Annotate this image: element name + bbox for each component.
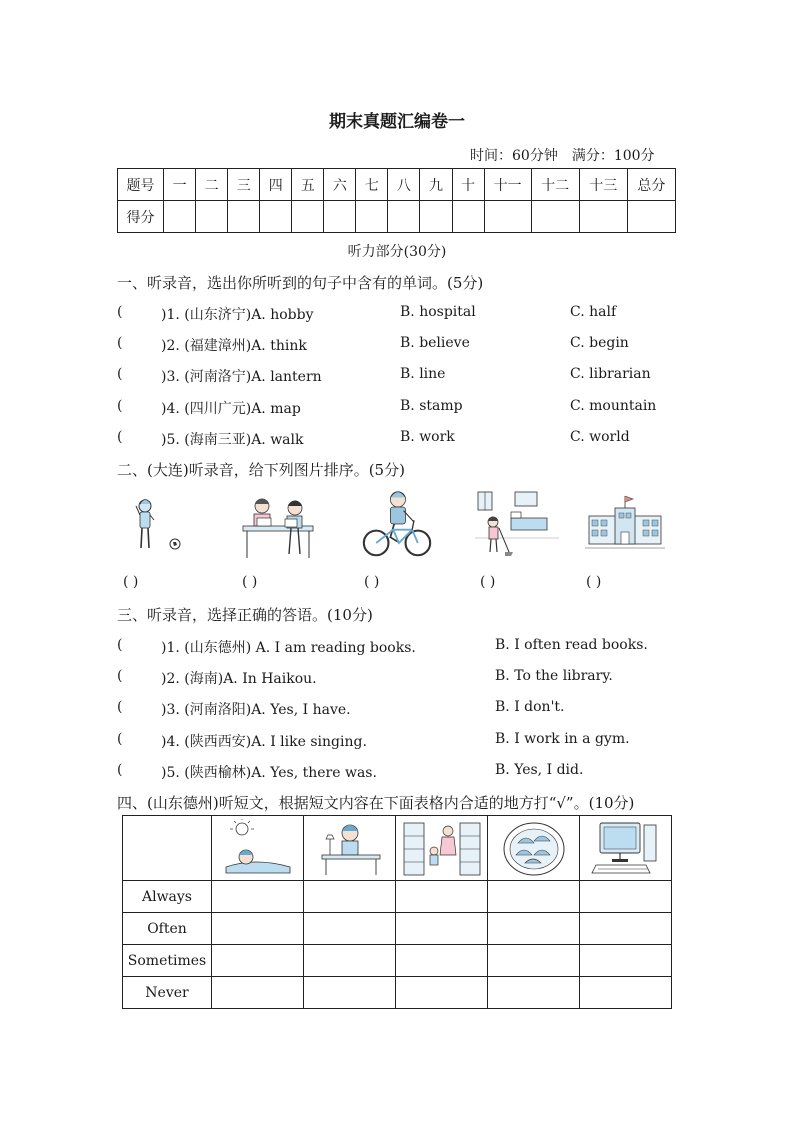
frequency-label: Sometimes <box>123 945 212 977</box>
score-input-cell[interactable] <box>452 201 484 233</box>
check-cell[interactable] <box>304 881 396 913</box>
answer-bracket[interactable]: ( <box>117 668 123 684</box>
section2-pictures <box>117 488 677 562</box>
picture-cell <box>212 816 304 881</box>
listening-header: 听力部分(30分) <box>347 244 447 260</box>
question-stem: )3. (河南洛阳)A. Yes, I have. <box>161 702 351 718</box>
girl-sweeping-illustration <box>475 488 559 560</box>
option-b: B. I work in a gym. <box>495 731 630 747</box>
check-cell[interactable] <box>212 977 304 1009</box>
option-c: C. half <box>570 304 617 320</box>
check-cell[interactable] <box>396 945 488 977</box>
answer-paren[interactable]: ( ) <box>123 574 139 590</box>
section1-question <box>117 366 677 386</box>
check-cell[interactable] <box>488 945 580 977</box>
option-b: B. To the library. <box>495 668 613 684</box>
option-b: B. hospital <box>400 304 476 320</box>
score-header-cell: 十二 <box>531 169 579 201</box>
school-building-illustration <box>585 488 665 560</box>
score-input-cell[interactable] <box>260 201 292 233</box>
answer-bracket[interactable]: ( <box>117 335 123 351</box>
girl-with-ball-illustration <box>127 488 187 560</box>
score-header-cell: 二 <box>196 169 228 201</box>
option-b: B. work <box>400 429 455 445</box>
section3-heading: 三、听录音，选择正确的答语。(10分) <box>117 606 373 624</box>
option-c: C. mountain <box>570 398 657 414</box>
picture-cell <box>304 816 396 881</box>
supermarket-shopping-icon <box>402 819 482 877</box>
check-cell[interactable] <box>488 913 580 945</box>
picture-header-row <box>123 816 672 881</box>
section3-question <box>117 668 677 688</box>
check-cell[interactable] <box>304 913 396 945</box>
question-stem: )2. (海南)A. In Haikou. <box>161 671 317 687</box>
answer-paren[interactable]: ( ) <box>242 574 258 590</box>
score-input-cell[interactable] <box>420 201 452 233</box>
score-header-cell: 五 <box>292 169 324 201</box>
section3-question <box>117 731 677 751</box>
section1-question <box>117 335 677 355</box>
check-cell[interactable] <box>488 977 580 1009</box>
frequency-row <box>123 913 672 945</box>
answer-bracket[interactable]: ( <box>117 429 123 445</box>
option-b: B. line <box>400 366 446 382</box>
frequency-row <box>123 881 672 913</box>
section1-question <box>117 304 677 324</box>
score-input-cell[interactable] <box>579 201 627 233</box>
page-title: 期末真题汇编卷一 <box>329 112 465 132</box>
frequency-label: Always <box>123 881 212 913</box>
answer-bracket[interactable]: ( <box>117 699 123 715</box>
check-cell[interactable] <box>212 881 304 913</box>
section2-heading: 二、(大连)听录音，给下列图片排序。(5分) <box>117 461 405 479</box>
score-input-cell[interactable] <box>388 201 420 233</box>
score-input-cell[interactable] <box>484 201 531 233</box>
answer-bracket[interactable]: ( <box>117 637 123 653</box>
section1-question <box>117 429 677 449</box>
score-header-cell: 四 <box>260 169 292 201</box>
question-stem: )4. (四川广元)A. map <box>161 401 301 417</box>
answer-paren[interactable]: ( ) <box>364 574 380 590</box>
studying-boy-icon <box>310 819 390 877</box>
frequency-row <box>123 977 672 1009</box>
score-header-cell: 十三 <box>579 169 627 201</box>
frequency-table <box>122 815 672 1009</box>
check-cell[interactable] <box>580 913 672 945</box>
corner-cell <box>123 816 212 881</box>
score-header-cell: 十 <box>452 169 484 201</box>
option-b: B. I often read books. <box>495 637 648 653</box>
check-cell[interactable] <box>580 881 672 913</box>
answer-bracket[interactable]: ( <box>117 304 123 320</box>
check-cell[interactable] <box>396 881 488 913</box>
picture-cell <box>580 816 672 881</box>
score-header-cell: 七 <box>356 169 388 201</box>
question-stem: )1. (山东德州) A. I am reading books. <box>161 640 416 656</box>
section1-question <box>117 398 677 418</box>
option-b: B. Yes, I did. <box>495 762 584 778</box>
score-header-cell: 题号 <box>118 169 164 201</box>
frequency-label: Often <box>123 913 212 945</box>
computer-icon <box>586 819 666 877</box>
score-input-cell[interactable] <box>324 201 356 233</box>
question-stem: )4. (陕西西安)A. I like singing. <box>161 734 367 750</box>
question-stem: )5. (陕西榆林)A. Yes, there was. <box>161 765 377 781</box>
score-header-cell: 十一 <box>484 169 531 201</box>
check-cell[interactable] <box>304 945 396 977</box>
answer-bracket[interactable]: ( <box>117 398 123 414</box>
question-stem: )1. (山东济宁)A. hobby <box>161 307 314 323</box>
score-input-cell[interactable] <box>356 201 388 233</box>
picture-cell <box>396 816 488 881</box>
dumplings-plate-icon <box>494 819 574 877</box>
score-input-cell[interactable] <box>627 201 675 233</box>
option-c: C. librarian <box>570 366 651 382</box>
score-header-cell: 三 <box>228 169 260 201</box>
score-header-cell: 一 <box>164 169 196 201</box>
answer-bracket[interactable]: ( <box>117 762 123 778</box>
score-table-score-row <box>118 201 676 233</box>
answer-bracket[interactable]: ( <box>117 731 123 747</box>
score-input-cell[interactable] <box>164 201 196 233</box>
score-header-cell: 六 <box>324 169 356 201</box>
children-reading-illustration <box>237 488 327 560</box>
option-c: C. world <box>570 429 630 445</box>
check-cell[interactable] <box>580 945 672 977</box>
score-header-cell: 总分 <box>627 169 675 201</box>
score-input-cell[interactable] <box>531 201 579 233</box>
time-limit: 时间：60分钟 <box>470 148 558 164</box>
question-stem: )3. (河南洛宁)A. lantern <box>161 369 322 385</box>
frequency-row <box>123 945 672 977</box>
score-header-cell: 八 <box>388 169 420 201</box>
option-b: B. I don't. <box>495 699 565 715</box>
option-c: C. begin <box>570 335 629 351</box>
section3-question <box>117 762 677 782</box>
section1-heading: 一、听录音，选出你所听到的句子中含有的单词。(5分) <box>117 274 484 292</box>
check-cell[interactable] <box>396 977 488 1009</box>
picture-cell <box>488 816 580 881</box>
section3-question <box>117 637 677 657</box>
question-stem: )5. (海南三亚)A. walk <box>161 432 304 448</box>
option-b: B. believe <box>400 335 470 351</box>
answer-bracket[interactable]: ( <box>117 366 123 382</box>
full-score: 满分：100分 <box>571 148 655 164</box>
section3-question <box>117 699 677 719</box>
check-cell[interactable] <box>304 977 396 1009</box>
score-input-cell[interactable] <box>196 201 228 233</box>
sleeping-boy-icon <box>218 819 298 877</box>
check-cell[interactable] <box>212 913 304 945</box>
score-input-cell[interactable] <box>228 201 260 233</box>
answer-paren[interactable]: ( ) <box>586 574 602 590</box>
score-header-cell: 九 <box>420 169 452 201</box>
score-row-label: 得分 <box>118 201 164 233</box>
check-cell[interactable] <box>396 913 488 945</box>
exam-meta <box>470 145 655 165</box>
check-cell[interactable] <box>488 881 580 913</box>
score-table <box>117 168 676 233</box>
answer-paren[interactable]: ( ) <box>480 574 496 590</box>
score-input-cell[interactable] <box>292 201 324 233</box>
frequency-label: Never <box>123 977 212 1009</box>
section4-heading: 四、(山东德州)听短文，根据短文内容在下面表格内合适的地方打“√”。(10分) <box>117 794 635 812</box>
boy-bicycle-illustration <box>357 488 437 560</box>
question-stem: )2. (福建漳州)A. think <box>161 338 307 354</box>
score-table-header-row <box>118 169 676 201</box>
check-cell[interactable] <box>212 945 304 977</box>
option-b: B. stamp <box>400 398 463 414</box>
check-cell[interactable] <box>580 977 672 1009</box>
